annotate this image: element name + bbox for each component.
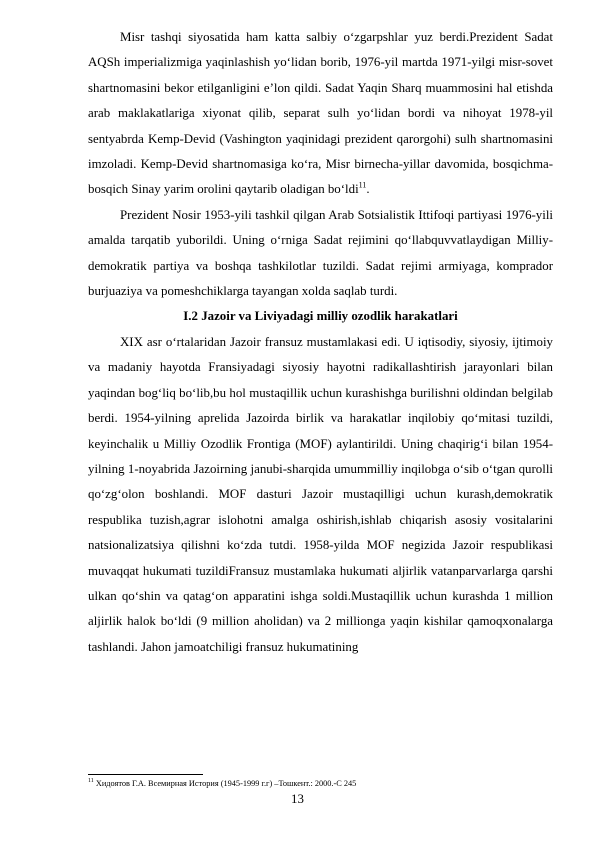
footnote: [88, 776, 553, 789]
footnote-text: Хидоятов Г.А. Всемирная История (1945-1999 г.г) –Тошкент.: 2000.-С 245: [95, 778, 357, 788]
paragraph-1: [88, 25, 553, 203]
section-heading: I.2 Jazoir va Liviyadagi milliy ozodlik harakatlari: [183, 309, 458, 324]
footnote-number: 11: [88, 778, 94, 784]
paragraph-1-text: Misr tashqi siyosatida ham katta salbiy o‘zgarpshlar yuz berdi.Prezident Sadat AQSh imperializmiga yaqinlashish yo‘lidan borib, 1976-yil martda 1971-yilgi misr-sovet shartnomasini bekor etilganligini e’lon qildi. Sadat Yaqin Sharq muammosini hal etishda arab maklakatlariga xiyonat qilib, separat sulh yo‘lidan bordi va nihoyat 1978-yil sentyabrda Kemp-Devid (Vashington yaqinidagi prezident qarorgohi) sulh shartnomasini imzoladi. Kemp-Devid shartnomasiga ko‘ra, Misr birnecha-yillar davomida, bosqichma-bosqich Sinay yarim orolini qaytarib oladigan bo‘ldi: [88, 30, 553, 197]
paragraph-3: XIX asr o‘rtalaridan Jazoir fransuz mustamlakasi edi. U iqtisodiy, siyosiy, ijtimoiy va madaniy hayotda Fransiyadagi siyosiy hayotni radikallashtirish jarayonlari bilan yaqindan bog‘liq bo‘lib,bu hol mustaqillik uchun kurashishga burilishni oldindan belgilab berdi. 1954-yilning aprelida Jazoirda birlik va harakatlar inqilobiy qo‘mitasi tuzildi, keyinchalik u Milliy Ozodlik Frontiga (MOF) aylantirildi. Uning chaqirig‘i bilan 1954-yilning 1-noyabrida Jazoirning janubi-sharqida umummilliy inqilobga o‘sib o‘tgan qurolli qo‘zg‘olon boshlandi. MOF dasturi Jazoir mustaqilligi uchun kurash,demokratik respublika tuzish,agrar islohotni amalga oshirish,ishlab chiqarish asosiy vositalarini natsionalizatsiya qilishni ko‘zda tutdi. 1958-yilda MOF negizida Jazoir respublikasi muvaqqat hukumati tuzildiFransuz mustamlaka hukumati aljirlik vatanparvarlarga qarshi ulkan qo‘shin va qatag‘on apparatini ishga soldi.Mustaqillik uchun kurashda 1 million aljirlik halok bo‘ldi (9 million aholidan) va 2 millionga yaqin kishilar qamoqxonalarga tashlandi. Jahon jamoatchiligi fransuz hukumatining: [88, 334, 553, 654]
paragraph-2: Prezident Nosir 1953-yili tashkil qilgan Arab Sotsialistik Ittifoqi partiyasi 1976-yili amalda tarqatib yuborildi. Uning o‘rniga Sadat rejimini qo‘llabquvvatlaydigan Milliy-demokratik partiya va boshqa tashkilotlar tuzildi. Sadat rejimi armiyaga, komprador burjuaziya va pomeshchiklarga tayangan xolda saqlab turdi.: [88, 207, 553, 299]
page-number: 13: [291, 792, 304, 806]
document-body: [88, 25, 553, 660]
paragraph-1-tail: .: [366, 182, 370, 197]
footnote-divider: [88, 774, 203, 775]
footnote-reference[interactable]: 11: [358, 181, 367, 191]
